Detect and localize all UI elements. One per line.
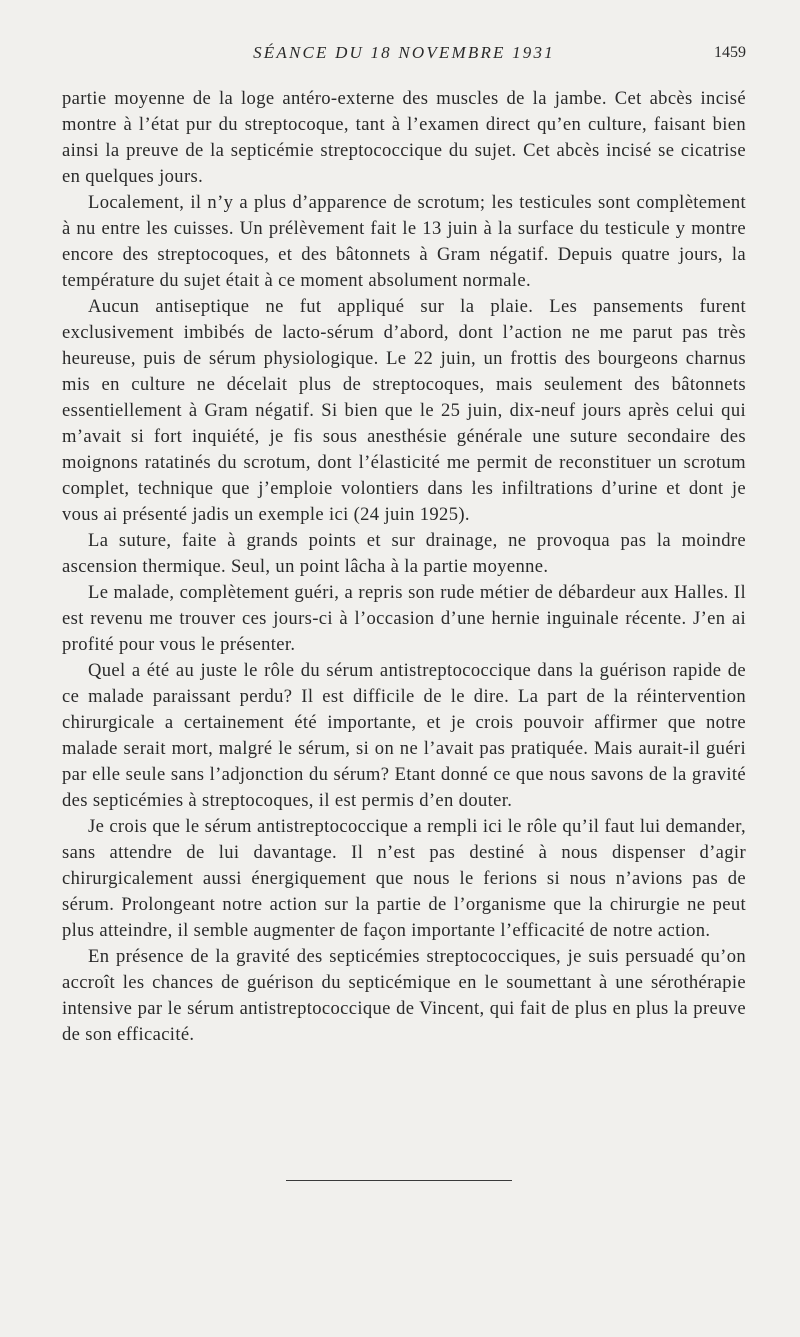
body-text [62, 86, 746, 1048]
paragraph: Le malade, complètement guéri, a repris son rude métier de débardeur aux Halles. Il est revenu me trouver ces jours-ci à l’occasion d’une hernie inguinale récente. J’en ai profité pour vous le présenter. [62, 582, 746, 655]
running-title: SÉANCE DU 18 NOVEMBRE 1931 [253, 43, 555, 62]
running-header [62, 43, 746, 67]
paragraph: Localement, il n’y a plus d’apparence de scrotum; les testicules sont complètement à nu entre les cuisses. Un prélèvement fait le 13 juin à la surface du testicule y montre encore des streptocoques, et des bâtonnets à Gram négatif. Depuis quatre jours, la température du sujet était à ce moment absolument normale. [62, 192, 746, 291]
paragraph: Je crois que le sérum antistreptococcique a rempli ici le rôle qu’il faut lui demander, sans attendre de lui davantage. Il n’est pas destiné à nous dispenser d’agir chirurgicalement aussi énergiquement que nous le ferions si nous n’avions pas de sérum. Prolongeant notre action sur la partie de l’organisme que la chirurgie ne peut plus atteindre, il semble augmenter de façon importante l’efficacité de notre action. [62, 816, 746, 941]
paragraph: partie moyenne de la loge antéro-externe des muscles de la jambe. Cet abcès incisé montre à l’état pur du streptocoque, tant à l’examen direct qu’en culture, faisant bien ainsi la preuve de la septicémie streptococcique du sujet. Cet abcès incisé se cicatrise en quelques jours. [62, 88, 746, 187]
paragraph: La suture, faite à grands points et sur drainage, ne provoqua pas la moindre ascension thermique. Seul, un point lâcha à la partie moyenne. [62, 530, 746, 577]
end-rule [286, 1180, 512, 1181]
paragraph: Aucun antiseptique ne fut appliqué sur la plaie. Les pansements furent exclusivement imbibés de lacto-sérum d’abord, dont l’action ne me parut pas très heureuse, puis de sérum physiologique. Le 22 juin, un frottis des bourgeons charnus mis en culture ne décelait plus de streptocoques, mais seulement des bâtonnets essentiellement à Gram négatif. Si bien que le 25 juin, dix-neuf jours après celui qui m’avait si fort inquiété, je fis sous anesthésie générale une suture secondaire des moignons ratatinés du scrotum, dont l’élasticité me permit de reconstituer un scrotum complet, technique que j’emploie volontiers dans les infiltrations d’urine et dont je vous ai présenté jadis un exemple ici (24 juin 1925). [62, 296, 746, 525]
page-number: 1459 [714, 44, 746, 61]
paragraph: Quel a été au juste le rôle du sérum antistreptococcique dans la guérison rapide de ce malade paraissant perdu? Il est difficile de le dire. La part de la réintervention chirurgicale a certainement été importante, et je crois pouvoir affirmer que notre malade serait mort, malgré le sérum, si on ne l’avait pas pratiquée. Mais aurait-il guéri par elle seule sans l’adjonction du sérum? Etant donné ce que nous savons de la gravité des septicémies à streptocoques, il est permis d’en douter. [62, 660, 746, 811]
paragraph: En présence de la gravité des septicémies streptococciques, je suis persuadé qu’on accroît les chances de guérison du septicémique en le soumettant à une sérothérapie intensive par le sérum antistreptococcique de Vincent, qui fait de plus en plus la preuve de son efficacité. [62, 946, 746, 1045]
